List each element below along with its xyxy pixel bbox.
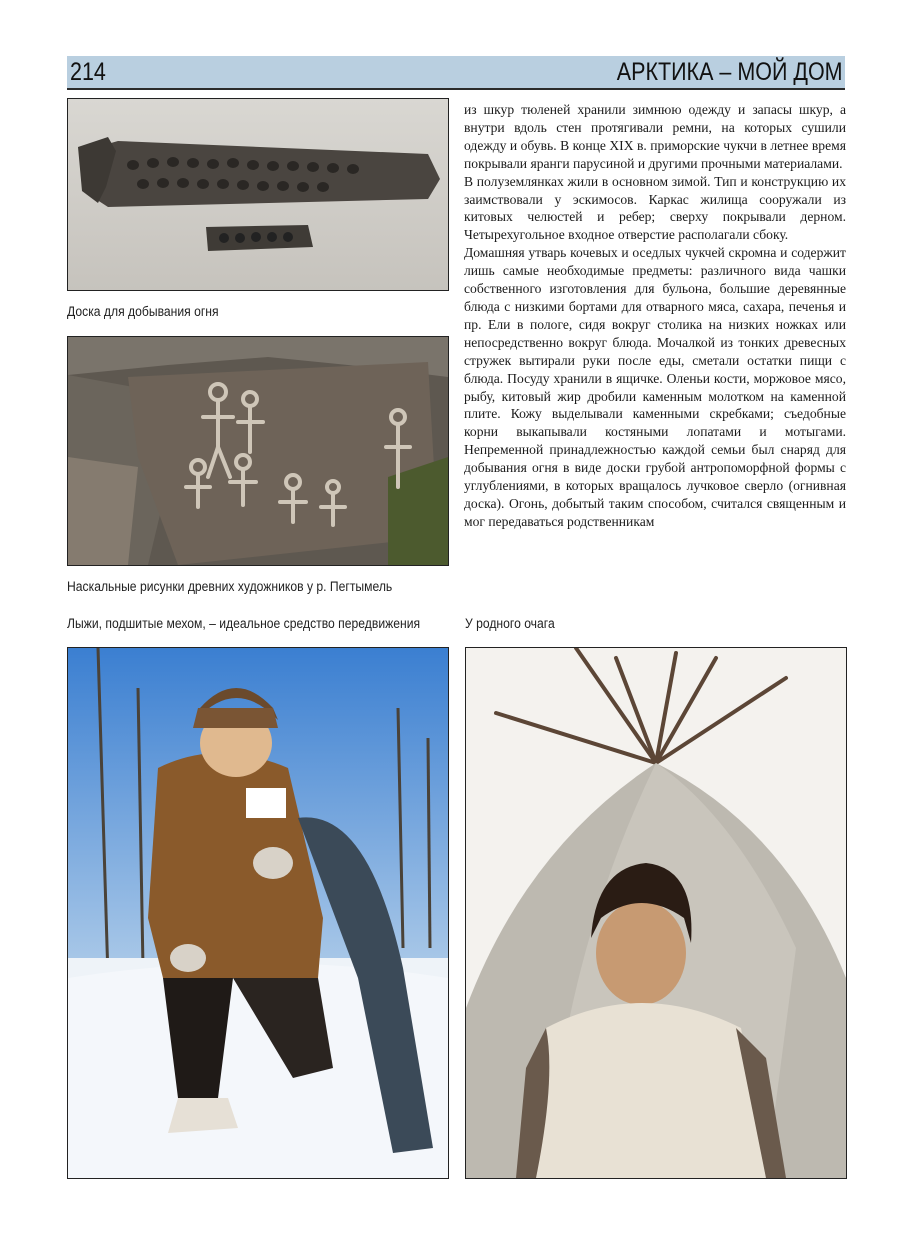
skis-caption: Лыжи, подшитые мехом, – идеальное средство передвижения bbox=[67, 616, 421, 631]
fire-board-caption: Доска для добывания огня bbox=[67, 304, 219, 319]
body-text bbox=[464, 101, 846, 531]
paragraph: Домашняя утварь кочевых и оседлых чукчей скромна и содержит лишь самые необходимые предметы: различного вида чашки собственного изготовления для бульона, большие деревянные блюда с низкими бортами для отварного мяса, сахара, печенья и пр. Ели в пологе, сидя вокруг столика на низких ножках или непосредственно вокруг блюда. Мочалкой из тонких древесных стружек вытирали руки после еды, сметали остатки пищи с блюда. Посуду хранили в ящичке. Оленьи кости, моржовое мясо, рыбу, китовый жир дробили каменным молотком на каменной плите. Кожу выделывали каменными скребками; съедобные корни выкапывали костяными лопатами и мотыгами. Непременной принадлежностью каждой семьи был снаряд для добывания огня в виде доски грубой антропоморфной формы с углублениями, в которых вращалось лучковое сверло (огнивная доска). Огонь, добытый таким способом, считался священным и мог передаваться родственникам bbox=[464, 245, 846, 529]
page-number: 214 bbox=[70, 58, 106, 86]
hearth-photo bbox=[465, 647, 847, 1179]
running-title: АРКТИКА – МОЙ ДОМ bbox=[617, 58, 843, 86]
fire-board-photo bbox=[67, 98, 449, 291]
page-header bbox=[67, 56, 845, 88]
skis-photo bbox=[67, 647, 449, 1179]
petroglyphs-caption: Наскальные рисунки древних художников у р. Пегтымель bbox=[67, 579, 393, 594]
hearth-caption: У родного очага bbox=[465, 616, 555, 631]
header-rule bbox=[67, 88, 845, 90]
paragraph: В полуземлянках жили в основном зимой. Тип и конструкцию их заимствовали у эскимосов. Каркас жилища сооружали из китовых челюстей и ребер; сверху покрывали дерном. Четырехугольное входное отверстие располагали сбоку. bbox=[464, 173, 846, 243]
petroglyphs-photo bbox=[67, 336, 449, 566]
paragraph: из шкур тюленей хранили зимнюю одежду и запасы шкур, а внутри вдоль стен протягивали ремни, на которых сушили одежду и обувь. В конце XIX в. приморские чукчи в летнее время покрывали яранги парусиной и другими прочными материалами. bbox=[464, 102, 846, 171]
